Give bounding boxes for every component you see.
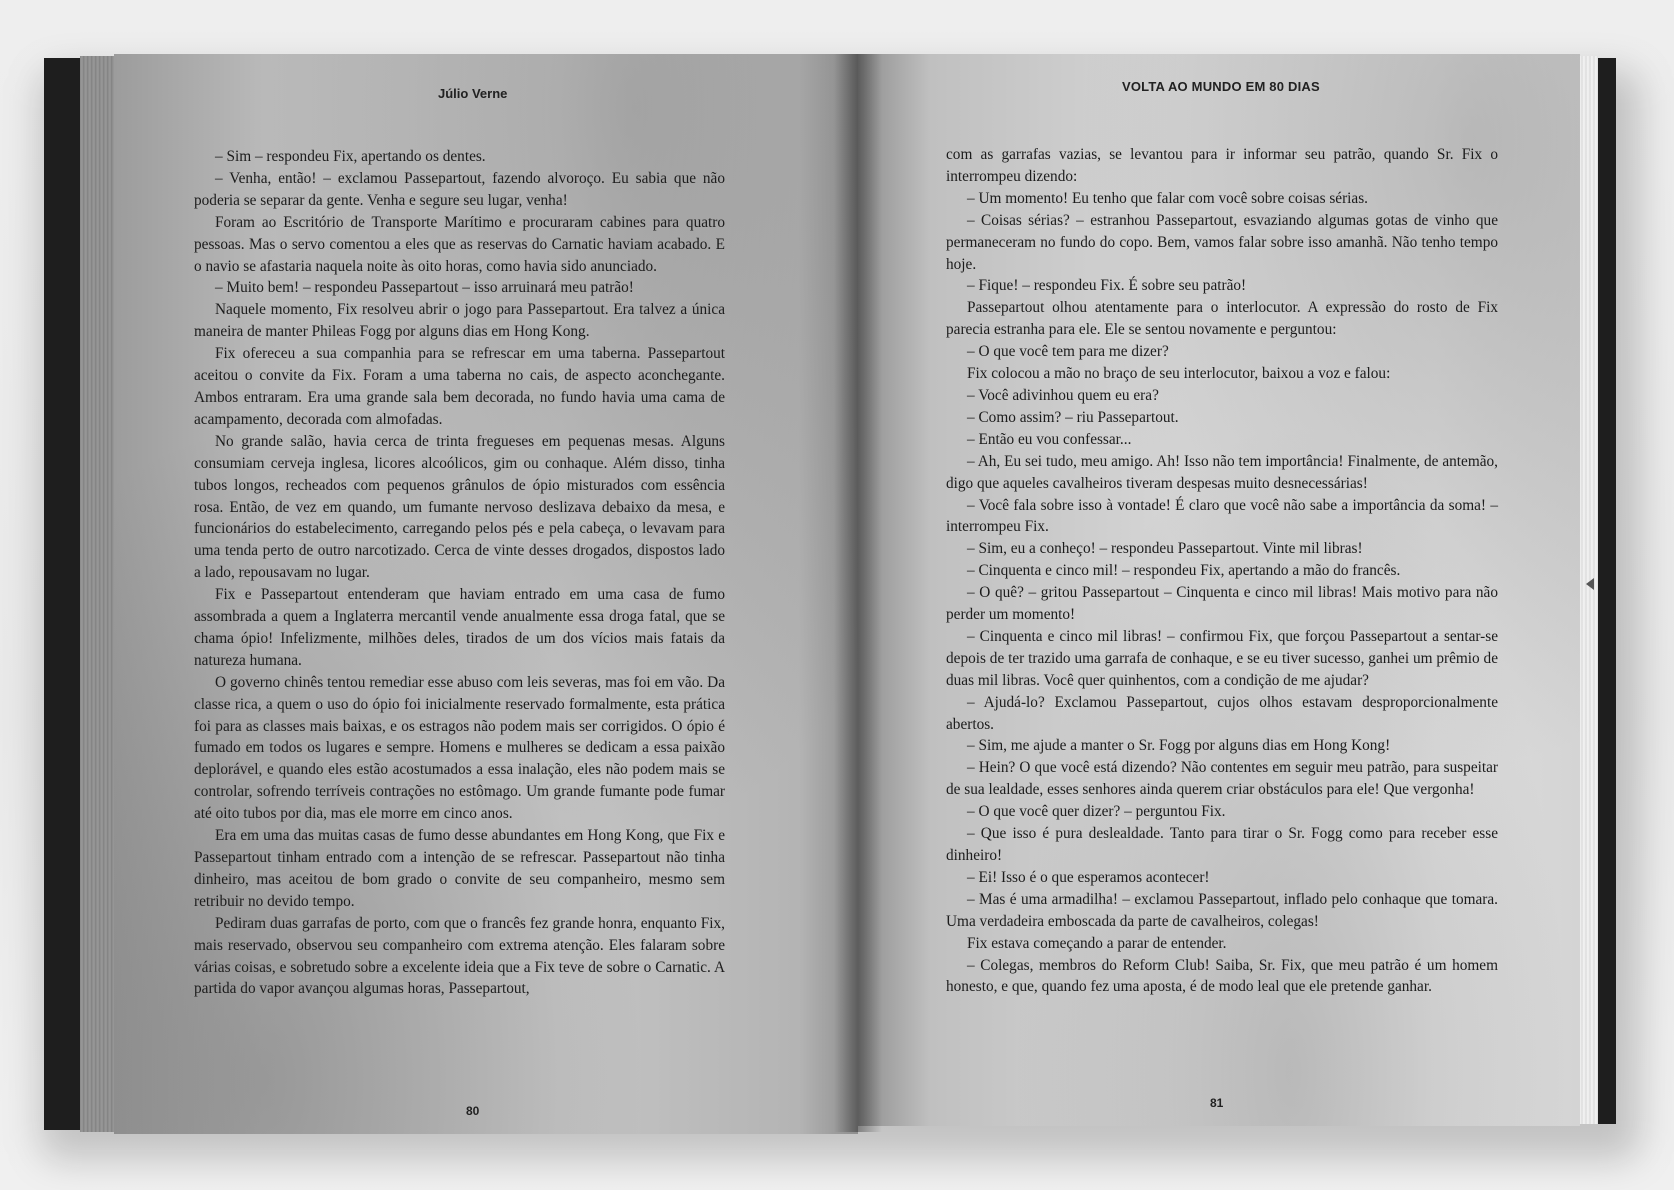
running-head-title: VOLTA AO MUNDO EM 80 DIAS: [1122, 79, 1320, 94]
paragraph: – Colegas, membros do Reform Club! Saiba, Sr. Fix, que meu patrão é um homem honesto, e que, quando fez uma aposta, é de modo leal que ele pretende ganhar.: [946, 956, 1498, 996]
page-number: 81: [1210, 1096, 1224, 1110]
paragraph: – O quê? – gritou Passepartout – Cinquenta e cinco mil libras! Mais motivo para não perder um momento!: [946, 584, 1498, 624]
paragraph: Foram ao Escritório de Transporte Marítimo e procuraram cabines para quatro pessoas. Mas o servo comentou a eles que as reservas do Carnatic haviam acabado. E o navio se afastaria naquela noite às oito horas, como havia sido anunciado.: [194, 213, 725, 275]
paragraph: No grande salão, havia cerca de trinta fregueses em pequenas mesas. Alguns consumiam cerveja inglesa, licores alcoólicos, gim ou conhaque. Além disso, tinha tubos longos, recheados com pequenos grânulos de ópio misturados com essência rosa. Então, de vez em quando, um fumante nervoso deslizava debaixo da mesa, e funcionários do estabelecimento, carregando pelos pés e pela cabeça, o levavam para uma tenda perto de outro narcotizado. Cerca de vinte desses drogados, dispostos lado a lado, repousavam no lugar.: [194, 432, 725, 582]
paragraph: – Ei! Isso é o que esperamos acontecer!: [967, 868, 1210, 886]
ribbon-marker-icon: [1586, 578, 1594, 590]
paragraph: – Ah, Eu sei tudo, meu amigo. Ah! Isso não tem importância! Finalmente, de antemão, digo que aqueles cavalheiros tiveram despesas muito desnecessárias!: [946, 452, 1498, 492]
right-page: [858, 54, 1580, 1126]
left-page-body: [194, 146, 725, 1000]
paragraph: – Venha, então! – exclamou Passepartout, fazendo alvoroço. Eu sabia que não poderia se separar da gente. Venha e segure seu lugar, venha!: [194, 169, 725, 209]
paragraph: – Cinquenta e cinco mil libras! – confirmou Fix, que forçou Passepartout a sentar-se depois de ter trazido uma garrafa de conhaque, e se eu tiver sucesso, ganhei um prêmio de duas mil libras. Você quer quinhentos, com a condição de me ajudar?: [946, 627, 1498, 689]
paragraph: Fix colocou a mão no braço de seu interlocutor, baixou a voz e falou:: [967, 365, 1391, 383]
paragraph: – Cinquenta e cinco mil! – respondeu Fix, apertando a mão do francês.: [967, 562, 1401, 580]
paragraph: Fix ofereceu a sua companhia para se refrescar em uma taberna. Passepartout aceitou o convite da Fix. Foram a uma taberna no cais, de aspecto aconchegante. Ambos entraram. Era uma grande sala bem decorada, no fundo havia uma cama de acampamento, decorada com almofadas.: [194, 345, 725, 428]
paragraph: – Sim – respondeu Fix, apertando os dentes.: [215, 148, 486, 165]
paragraph: – Que isso é pura deslealdade. Tanto para tirar o Sr. Fogg como para receber esse dinheiro!: [946, 825, 1498, 864]
paragraph: – Você adivinhou quem eu era?: [967, 386, 1159, 404]
paragraph: Fix e Passepartout entenderam que haviam entrado em uma casa de fumo assombrada a quem a Inglaterra mercantil vende anualmente essa droga fatal, que se chama ópio! Infelizmente, milhões deles, tirados de um dos vícios mais fatais da natureza humana.: [194, 586, 725, 669]
running-head-author: Júlio Verne: [438, 86, 508, 101]
paragraph: O governo chinês tentou remediar esse abuso com leis severas, mas foi em vão. Da classe rica, a quem o uso do ópio foi inicialmente reservado formalmente, esta prática foi para as classes mais baixas, e os estragos não podem mais ser corrigidos. O ópio é fumado em todos os lugares e sempre. Homens e mulheres se dedicam a essa paixão deplorável, e quando eles estão acostumados a essa inalação, eles não podem mais se controlar, sofrendo terríveis contrações no estômago. Um grande fumante pode fumar até oito tubos por dia, mas ele morre em cinco anos.: [194, 673, 725, 823]
paragraph: – Um momento! Eu tenho que falar com você sobre coisas sérias.: [967, 189, 1368, 207]
page-number: 80: [466, 1104, 480, 1118]
book-gutter-shadow: [834, 54, 882, 1132]
right-page-body: [946, 144, 1498, 998]
paragraph: – Hein? O que você está dizendo? Não contentes em seguir meu patrão, para suspeitar de sua lealdade, esses senhores ainda querem criar obstáculos para ele! Que vergonha!: [946, 759, 1498, 799]
paragraph: – O que você quer dizer? – perguntou Fix.: [967, 803, 1226, 821]
book-cover-left-edge: [44, 58, 84, 1130]
paragraph: Fix estava começando a parar de entender.: [967, 934, 1227, 952]
paragraph: – Então eu vou confessar...: [967, 430, 1132, 448]
paragraph: – Mas é uma armadilha! – exclamou Passepartout, inflado pelo conhaque que tomara. Uma verdadeira emboscada da parte de cavalheiros, colegas!: [946, 890, 1498, 930]
paragraph: – Coisas sérias? – estranhou Passepartout, esvaziando algumas gotas de vinho que permaneceram no fundo do copo. Bem, vamos falar sobre isso amanhã. Não tenho tempo hoje.: [946, 211, 1498, 273]
paragraph: – Ajudá-lo? Exclamou Passepartout, cujos olhos estavam desproporcionalmente abertos.: [946, 693, 1498, 733]
paragraph-continuation: com as garrafas vazias, se levantou para ir informar seu patrão, quando Sr. Fix o interrompeu dizendo:: [946, 146, 1498, 185]
paragraph: – Fique! – respondeu Fix. É sobre seu patrão!: [967, 277, 1247, 295]
paragraph: – O que você tem para me dizer?: [967, 343, 1169, 361]
left-page: [114, 54, 858, 1134]
paragraph: – Muito bem! – respondeu Passepartout – isso arruinará meu patrão!: [215, 279, 634, 297]
paragraph: Passepartout olhou atentamente para o interlocutor. A expressão do rosto de Fix parecia estranha para ele. Ele se sentou novamente e perguntou:: [946, 299, 1498, 339]
paragraph: – Você fala sobre isso à vontade! É claro que você não sabe a importância da soma! – interrompeu Fix.: [946, 496, 1498, 536]
paragraph: – Sim, me ajude a manter o Sr. Fogg por alguns dias em Hong Kong!: [967, 737, 1391, 755]
paragraph: Pediram duas garrafas de porto, com que o francês fez grande honra, enquanto Fix, mais reservado, observou seu companheiro com extrema atenção. Eles falaram sobre várias coisas, e sobretudo sobre a excelente ideia que a Fix teve de sobre o Carnatic. A partida do vapor avançou algumas horas, Passepartout,: [194, 914, 725, 998]
paragraph: – Sim, eu a conheço! – respondeu Passepartout. Vinte mil libras!: [967, 540, 1363, 558]
paragraph: Era em uma das muitas casas de fumo desse abundantes em Hong Kong, que Fix e Passepartout tinham entrado com a intenção de se refrescar. Passepartout não tinha dinheiro, mas aceitou de bom grado o convite de seu companheiro, mesmo sem retribuir no devido tempo.: [194, 827, 725, 910]
book-cover-right-edge: [1596, 58, 1616, 1124]
paragraph: – Como assim? – riu Passepartout.: [967, 408, 1179, 426]
paragraph: Naquele momento, Fix resolveu abrir o jogo para Passepartout. Era talvez a única maneira de manter Phileas Fogg por alguns dias em Hong Kong.: [194, 301, 725, 341]
